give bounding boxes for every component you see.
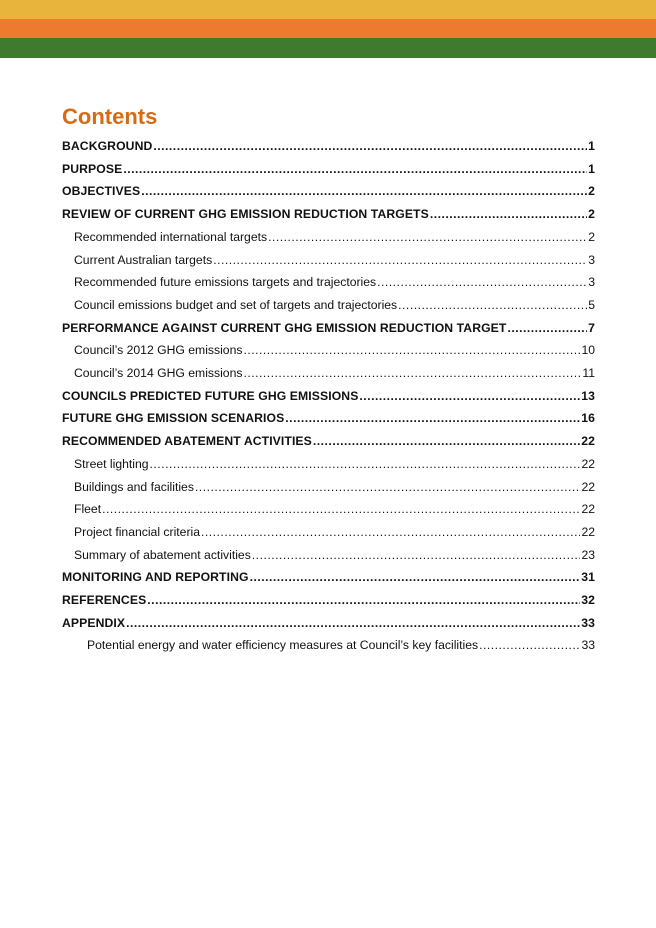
toc-entry-page-number: 2 bbox=[588, 207, 595, 222]
toc-dot-leader bbox=[313, 431, 580, 451]
toc-entry[interactable] bbox=[62, 318, 595, 338]
toc-entry-page-number: 32 bbox=[581, 593, 595, 607]
page-title: Contents bbox=[62, 104, 158, 129]
toc-entry-title: Summary of abatement activities bbox=[74, 547, 251, 562]
toc-entry-title: BACKGROUND bbox=[62, 139, 153, 153]
toc-entry[interactable] bbox=[87, 635, 595, 655]
toc-entry-page-number: 23 bbox=[581, 547, 595, 562]
toc-entry-page-number: 5 bbox=[588, 297, 595, 312]
toc-entry-title: Council’s 2012 GHG emissions bbox=[74, 343, 243, 358]
toc-entry-title: Recommended future emissions targets and trajectories bbox=[74, 275, 377, 290]
toc-entry-page-number: 16 bbox=[581, 411, 595, 426]
toc-entry[interactable] bbox=[74, 272, 595, 292]
toc-entry[interactable] bbox=[62, 408, 595, 428]
toc-dot-leader bbox=[102, 499, 580, 519]
toc-entry-title: APPENDIX bbox=[62, 615, 126, 630]
toc-entry-title: Council emissions budget and set of targets and trajectories bbox=[74, 297, 398, 312]
toc-entry-title: REVIEW OF CURRENT GHG EMISSION REDUCTION TARGETS bbox=[62, 207, 429, 222]
toc-entry[interactable] bbox=[62, 613, 595, 633]
toc-entry-page-number: 7 bbox=[588, 320, 595, 335]
toc-entry-page-number: 3 bbox=[588, 252, 595, 267]
toc-entry-title: Council’s 2014 GHG emissions bbox=[74, 366, 243, 380]
toc-entry-title: COUNCILS PREDICTED FUTURE GHG EMISSIONS bbox=[62, 388, 359, 403]
toc-entry[interactable] bbox=[74, 250, 595, 270]
toc-entry-title: Recommended international targets bbox=[74, 229, 268, 244]
toc-entry-page-number: 22 bbox=[581, 434, 595, 449]
toc-entry[interactable] bbox=[74, 454, 595, 474]
toc-dot-leader bbox=[250, 567, 581, 587]
toc-entry-page-number: 22 bbox=[581, 456, 595, 471]
toc-dot-leader bbox=[243, 363, 581, 383]
toc-dot-leader bbox=[150, 454, 581, 474]
toc-entry-page-number: 33 bbox=[581, 638, 595, 653]
toc-dot-leader bbox=[359, 386, 580, 406]
toc-dot-leader bbox=[153, 136, 587, 156]
toc-dot-leader bbox=[195, 477, 581, 497]
toc-entry-page-number: 2 bbox=[588, 184, 595, 199]
toc-entry[interactable] bbox=[74, 363, 595, 383]
toc-entry[interactable] bbox=[62, 204, 595, 224]
toc-dot-leader bbox=[126, 613, 580, 633]
header-band-orange bbox=[0, 19, 656, 38]
toc-entry-page-number: 1 bbox=[588, 161, 595, 176]
toc-dot-leader bbox=[430, 204, 587, 224]
toc-entry-page-number: 11 bbox=[582, 366, 595, 380]
toc-entry-page-number: 13 bbox=[581, 388, 595, 403]
toc-dot-leader bbox=[201, 522, 580, 542]
toc-entry-title: Current Australian targets bbox=[74, 252, 213, 267]
toc-dot-leader bbox=[123, 159, 587, 179]
toc-dot-leader bbox=[479, 635, 580, 655]
toc-entry[interactable] bbox=[62, 136, 595, 156]
toc-entry-title: Potential energy and water efficiency measures at Council’s key facilities bbox=[87, 638, 479, 653]
toc-entry[interactable] bbox=[62, 386, 595, 406]
toc-entry[interactable] bbox=[74, 295, 595, 315]
toc-entry-page-number: 33 bbox=[581, 615, 595, 630]
toc-entry[interactable] bbox=[62, 590, 595, 610]
header-band-yellow bbox=[0, 0, 656, 19]
toc-dot-leader bbox=[398, 295, 587, 315]
toc-entry[interactable] bbox=[62, 567, 595, 587]
toc-dot-leader bbox=[268, 227, 587, 247]
toc-entry[interactable] bbox=[62, 159, 595, 179]
toc-entry[interactable] bbox=[74, 477, 595, 497]
toc-dot-leader bbox=[213, 250, 587, 270]
toc-entry[interactable] bbox=[74, 340, 595, 360]
toc-entry-title: RECOMMENDED ABATEMENT ACTIVITIES bbox=[62, 434, 312, 449]
toc-entry-title: REFERENCES bbox=[62, 593, 147, 607]
toc-entry-page-number: 10 bbox=[581, 343, 595, 358]
toc-entry-page-number: 22 bbox=[581, 479, 595, 494]
toc-dot-leader bbox=[377, 272, 587, 292]
toc-entry-title: Project financial criteria bbox=[74, 524, 200, 539]
toc-entry-title: Fleet bbox=[74, 502, 102, 517]
toc-entry-page-number: 3 bbox=[588, 275, 595, 290]
toc-entry-page-number: 31 bbox=[581, 570, 595, 585]
toc-entry[interactable] bbox=[62, 181, 595, 201]
toc-entry-title: Street lighting bbox=[74, 456, 149, 471]
toc-entry-title: OBJECTIVES bbox=[62, 184, 141, 199]
toc-entry[interactable] bbox=[74, 499, 595, 519]
toc-dot-leader bbox=[252, 545, 581, 565]
toc-entry-title: PERFORMANCE AGAINST CURRENT GHG EMISSION REDUCTION TARGET bbox=[62, 320, 507, 335]
toc-dot-leader bbox=[141, 181, 587, 201]
header-band-green bbox=[0, 38, 656, 58]
toc-entry-page-number: 22 bbox=[581, 524, 595, 539]
toc-entry[interactable] bbox=[62, 431, 595, 451]
toc-entry-title: PURPOSE bbox=[62, 161, 123, 176]
toc-dot-leader bbox=[507, 318, 587, 338]
toc-dot-leader bbox=[243, 340, 580, 360]
toc-entry[interactable] bbox=[74, 227, 595, 247]
toc-entry-title: Buildings and facilities bbox=[74, 479, 194, 494]
toc-entry-page-number: 22 bbox=[581, 502, 595, 517]
toc-entry-page-number: 1 bbox=[588, 139, 595, 153]
toc-entry[interactable] bbox=[74, 545, 595, 565]
toc-entry[interactable] bbox=[74, 522, 595, 542]
toc-dot-leader bbox=[147, 590, 580, 610]
toc-dot-leader bbox=[285, 408, 580, 428]
toc-entry-title: FUTURE GHG EMISSION SCENARIOS bbox=[62, 411, 285, 426]
toc-entry-title: MONITORING AND REPORTING bbox=[62, 570, 249, 585]
toc-entry-page-number: 2 bbox=[588, 229, 595, 244]
